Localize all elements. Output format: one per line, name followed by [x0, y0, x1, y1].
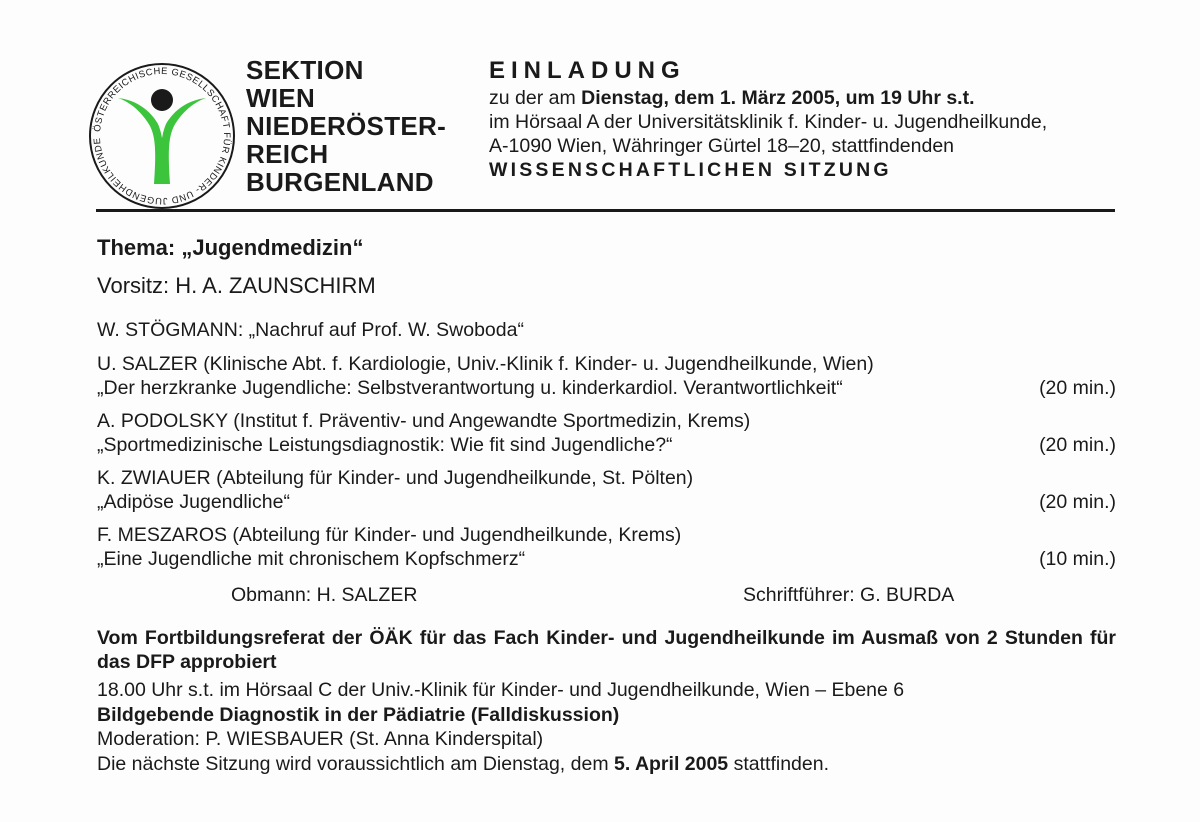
program-talk — [97, 466, 1116, 514]
section-line: SEKTION — [246, 55, 364, 85]
header-divider — [96, 209, 1115, 212]
followup-time-place: 18.00 Uhr s.t. im Hörsaal C der Univ.-Klinik für Kinder- und Jugendheilkunde, Wien – Ebene 6 — [97, 679, 905, 701]
invitation-intro: zu der am — [489, 87, 582, 109]
followup-block — [97, 678, 904, 776]
logo-ring-text: ÖSTERREICHISCHE GESELLSCHAFT FÜR KINDER- UND JUGENDHEILKUNDE — [90, 64, 234, 208]
accreditation-note: Vom Fortbildungsreferat der ÖÄK für das Fach Kinder- und Jugendheilkunde im Ausmaß von 2 Stunden für das DFP approbiert — [97, 627, 1116, 673]
logo-outer-ring — [90, 64, 234, 208]
talk-title: „Eine Jugendliche mit chronischem Kopfschmerz“ — [97, 548, 526, 570]
talk-speaker: A. PODOLSKY (Institut f. Präventiv- und Angewandte Sportmedizin, Krems) — [97, 410, 751, 432]
section-line: WIEN — [246, 83, 316, 113]
next-meeting-suffix: stattfinden. — [728, 752, 829, 775]
program-talk — [97, 352, 1116, 400]
invitation-meeting-type: WISSENSCHAFTLICHEN SITZUNG — [489, 159, 892, 181]
invitation-heading: EINLADUNG — [489, 57, 686, 84]
program-list — [97, 318, 1116, 580]
talk-duration: (20 min.) — [1039, 434, 1116, 456]
invitation-date-line — [489, 86, 1047, 110]
talk-title: „Adipöse Jugendliche“ — [97, 491, 290, 513]
talk-speaker: U. SALZER (Klinische Abt. f. Kardiologie, Univ.-Klinik f. Kinder- u. Jugendheilkunde, Wien) — [97, 353, 874, 375]
followup-title: Bildgebende Diagnostik in der Pädiatrie (Falldiskussion) — [97, 703, 620, 726]
invitation-date-time: Dienstag, dem 1. März 2005, um 19 Uhr s.t. — [581, 87, 975, 109]
talk-duration: (20 min.) — [1039, 377, 1116, 399]
opening-text: W. STÖGMANN: „Nachruf auf Prof. W. Swoboda“ — [97, 319, 524, 341]
section-line: REICH — [246, 139, 329, 169]
logo-figure-right-arm — [160, 98, 206, 184]
program-talk — [97, 523, 1116, 571]
talk-title: „Der herzkranke Jugendliche: Selbstverantwortung u. kinderkardiol. Verantwortlichkeit“ — [97, 377, 843, 399]
invitation-address: A-1090 Wien, Währinger Gürtel 18–20, stattfindenden — [489, 135, 955, 157]
logo-figure — [118, 89, 206, 184]
section-name — [246, 56, 446, 196]
next-meeting-prefix: Die nächste Sitzung wird voraussichtlich am Dienstag, dem — [97, 752, 614, 775]
talk-duration: (20 min.) — [1039, 491, 1116, 513]
talk-speaker: F. MESZAROS (Abteilung für Kinder- und Jugendheilkunde, Krems) — [97, 524, 682, 546]
next-meeting-date: 5. April 2005 — [613, 752, 729, 775]
talk-title: „Sportmedizinische Leistungsdiagnostik: Wie fit sind Jugendliche?“ — [97, 434, 673, 456]
invitation-venue: im Hörsaal A der Universitätsklinik f. Kinder- u. Jugendheilkunde, — [489, 111, 1048, 133]
logo-head — [151, 89, 173, 111]
logo-figure-left-arm — [118, 98, 164, 184]
program-opening — [97, 318, 1116, 342]
talk-duration: (10 min.) — [1039, 548, 1116, 570]
section-line: NIEDERÖSTER- — [246, 111, 447, 141]
program-talk — [97, 409, 1116, 457]
talk-speaker: K. ZWIAUER (Abteilung für Kinder- und Jugendheilkunde, St. Pölten) — [97, 467, 694, 489]
section-line: BURGENLAND — [246, 167, 434, 197]
chair: Vorsitz: H. A. ZAUNSCHIRM — [97, 273, 376, 298]
schriftfuehrer: Schriftführer: G. BURDA — [743, 584, 955, 606]
topic-heading: Thema: „Jugendmedizin“ — [97, 235, 364, 260]
obmann: Obmann: H. SALZER — [231, 584, 418, 606]
society-logo — [84, 58, 240, 214]
followup-moderation: Moderation: P. WIESBAUER (St. Anna Kinderspital) — [97, 728, 544, 750]
invitation-block — [489, 56, 1047, 182]
next-meeting — [97, 752, 904, 777]
